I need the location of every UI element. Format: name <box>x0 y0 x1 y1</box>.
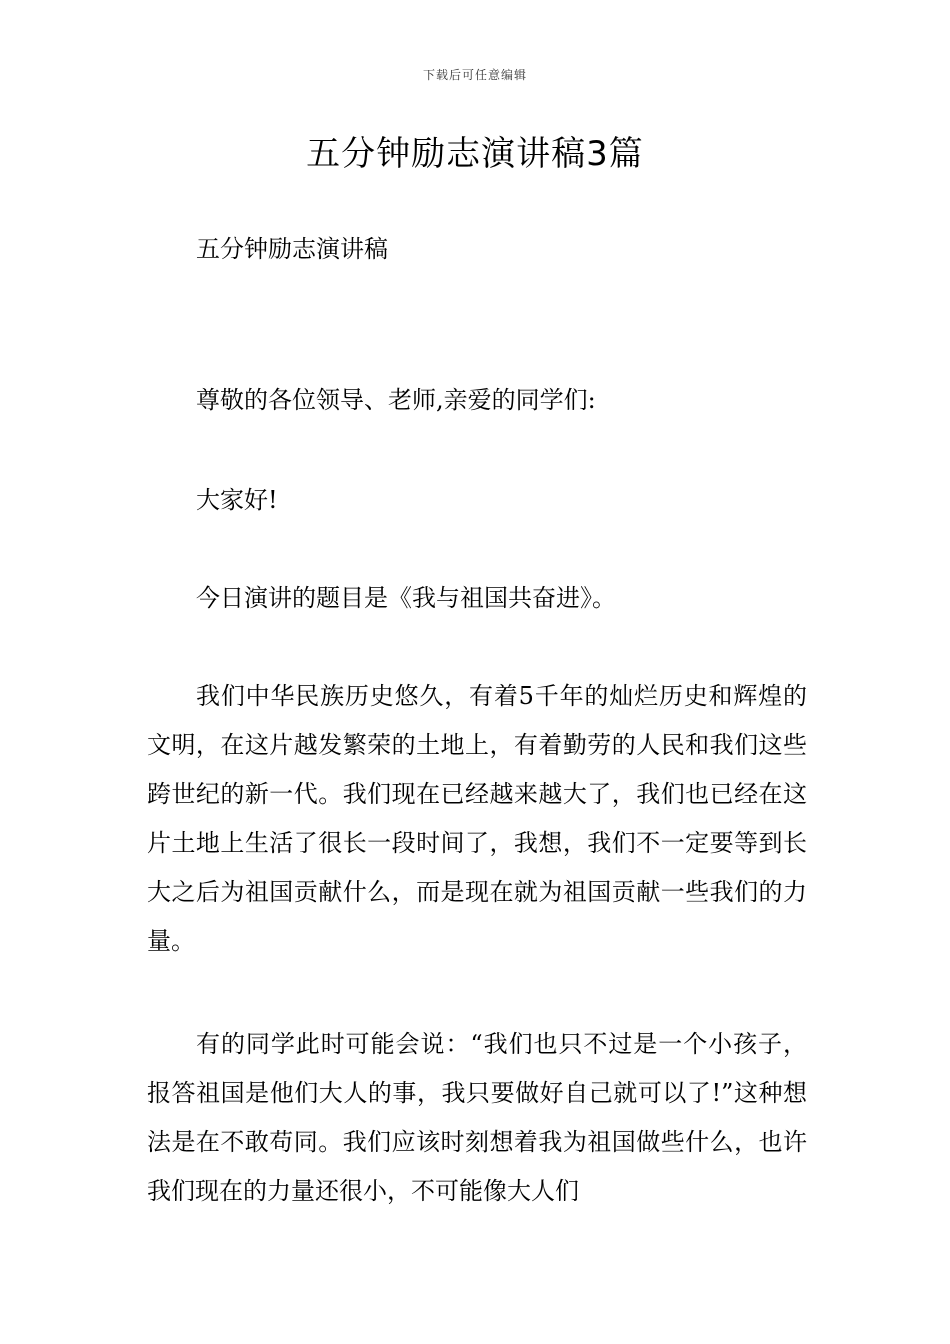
hello-line: 大家好! <box>196 486 278 514</box>
document-title: 五分钟励志演讲稿3篇 <box>306 134 644 174</box>
greeting-line: 尊敬的各位领导、老师,亲爱的同学们: <box>196 386 596 414</box>
speech-subtitle: 五分钟励志演讲稿 <box>196 235 388 263</box>
topic-line: 今日演讲的题目是《我与祖国共奋进》。 <box>196 584 616 612</box>
header-note: 下载后可任意编辑 <box>422 68 527 82</box>
paragraph-1: 我们中华民族历史悠久，有着5千年的灿烂历史和辉煌的文明，在这片越发繁荣的土地上，有着勤劳的人民和我们这些跨世纪的新一代。我们现在已经越来越大了，我们也已经在这片土地上生活了很长一段时间了，我想，我们不一定要等到长大之后为祖国贡献什么，而是现在就为祖国贡献一些我们的力量。 <box>147 682 807 955</box>
paragraph-2: 有的同学此时可能会说：“我们也只不过是一个小孩子，报答祖国是他们大人的事，我只要做好自己就可以了!”这种想法是在不敢苟同。我们应该时刻想着我为祖国做些什么，也许我们现在的力量还很小，不可能像大人们 <box>147 1030 807 1205</box>
